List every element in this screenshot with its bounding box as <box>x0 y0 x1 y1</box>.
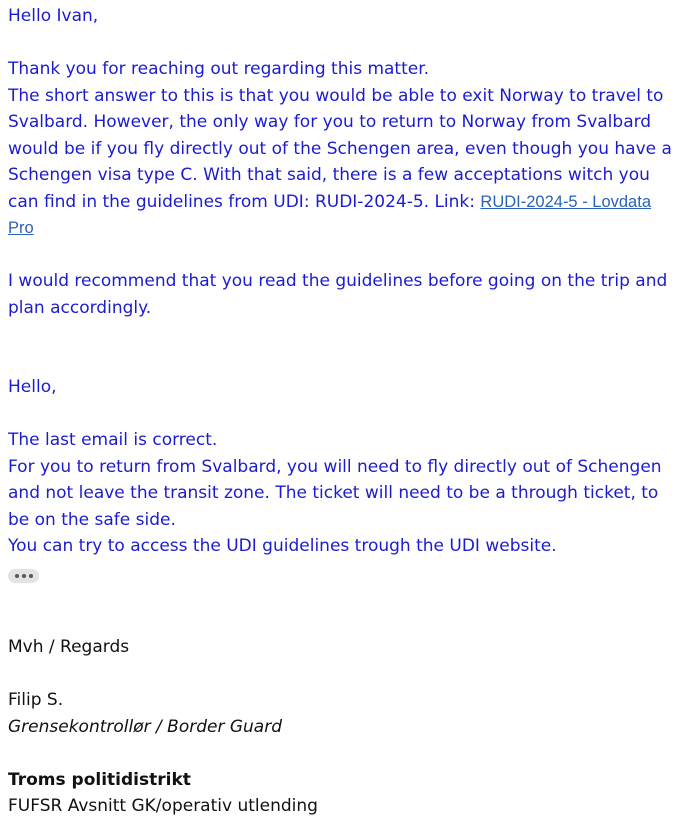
reply-body-line: Schengen visa type C. With that said, there is a few acceptations witch you <box>8 165 650 185</box>
quoted-line: and not leave the transit zone. The ticket will need to be a through ticket, to <box>8 483 659 503</box>
signature-title: Grensekontrollør / Border Guard <box>8 716 283 737</box>
reply-intro: Thank you for reaching out regarding this matter. <box>8 59 430 79</box>
quoted-greeting: Hello, <box>8 377 57 397</box>
ellipsis-icon <box>15 574 19 578</box>
recommend-line: plan accordingly. <box>8 297 152 318</box>
quoted-line: be on the safe side. <box>8 509 176 530</box>
link-prefix: can find in the guidelines from UDI: RUDI-2024-5. Link: <box>8 191 481 212</box>
signature-closing: Mvh / Regards <box>8 637 130 657</box>
signature-organization: Troms politidistrikt <box>8 769 191 790</box>
reply-body-line: The short answer to this is that you would be able to exit Norway to travel to <box>8 85 664 106</box>
lovdata-link[interactable]: RUDI-2024-5 - Lovdata Pro <box>8 192 651 237</box>
signature-department: FUFSR Avsnitt GK/operativ utlending <box>8 796 318 816</box>
reply-body-line: Svalbard. However, the only way for you to return to Norway from Svalbard <box>8 112 652 132</box>
quoted-line: For you to return from Svalbard, you will need to fly directly out of Schengen <box>8 456 662 477</box>
reply-link-line <box>8 189 692 242</box>
reply-body-line: would be if you fly directly out of the Schengen area, even though you have a <box>8 138 672 159</box>
reply-greeting: Hello Ivan, <box>8 6 99 26</box>
recommend-line: I would recommend that you read the guidelines before going on the trip and <box>8 271 668 291</box>
quoted-line: You can try to access the UDI guidelines trough the UDI website. <box>8 536 557 556</box>
signature-name: Filip S. <box>8 690 64 710</box>
show-trimmed-content-button[interactable] <box>8 569 39 583</box>
quoted-line: The last email is correct. <box>8 430 218 450</box>
